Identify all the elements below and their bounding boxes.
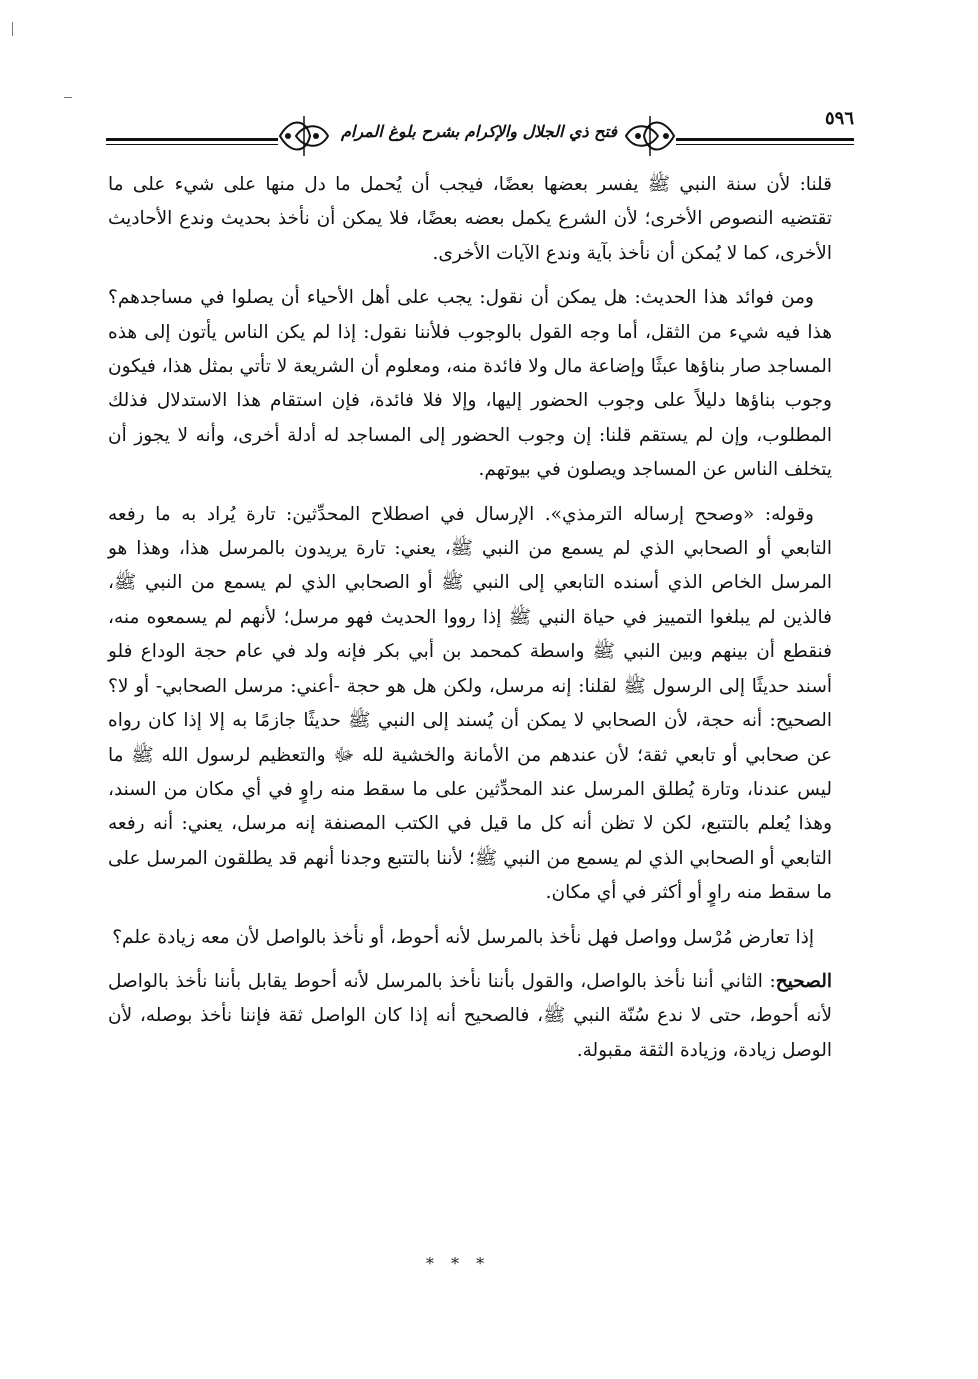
- paragraph-5: [108, 965, 832, 1068]
- scan-mark-left: [64, 97, 72, 98]
- paragraph-3: وقوله: «وصحح إرساله الترمذي». الإرسال في اصطلاح المحدِّثين: تارة يُراد به ما رفعه التابعي أو الصحابي الذي لم يسمع من النبي ﷺ، يعني: تارة يريدون بالمرسل هذا، وهذا هو المرسل الخاص الذي أسنده التابعي إلى النبي ﷺ أو الصحابي الذي لم يسمع من النبي ﷺ، فالذين لم يبلغوا التمييز في حياة النبي ﷺ إذا رووا الحديث فهو مرسل؛ لأنهم لم يسمعوه منه، فنقطع أن بينهم وبين النبي ﷺ واسطة كمحمد بن أبي بكر فإنه ولد في عام حجة الوداع فلو أسند حديثًا إلى الرسول ﷺ لقلنا: إنه مرسل، ولكن هل هو حجة -أعني: مرسل الصحابي- أو لا؟ الصحيح: أنه حجة، لأن الصحابي لا يمكن أن يُسند إلى النبي ﷺ حديثًا جازمًا به إلا إذا كان رواه عن صحابي أو تابعي ثقة؛ لأن عندهم من الأمانة والخشية لله ﷻ والتعظيم لرسول الله ﷺ ما ليس عندنا، وتارة يُطلق المرسل عند المحدِّثين على ما سقط منه راوٍ في أي مكان من السند، وهذا يُعلم بالتتبع، لكن لا تظن أنه كل ما قيل في الكتب المصنفة إنه مرسل، يعني: أنه رفعه التابعي أو الصحابي الذي لم يسمع من النبي ﷺ؛ لأننا بالتتبع وجدنا أنهم قد يطلقون المرسل على ما سقط منه راوٍ أو أكثر في أي مكان.: [108, 503, 832, 904]
- book-title: فتح ذي الجلال والإكرام بشرح بلوغ المرام: [341, 122, 617, 141]
- page-body: [108, 168, 832, 1078]
- page-header: [106, 108, 854, 160]
- ornament-right-icon: [622, 112, 678, 160]
- paragraph-5-text: : الثاني أننا نأخذ بالواصل، والقول بأننا نأخذ بالمرسل لأنه أحوط يقابل بأننا نأخذ بالواصل لأنه أحوط، حتى لا ندع سُنّة النبي ﷺ، فالصحيح أنه إذا كان الواصل ثقة فإننا نأخذ بوصله، لأن الوصل زيادة، وزيادة الثقة مقبولة.: [108, 970, 832, 1061]
- header-rule-left-thin: [106, 144, 278, 145]
- paragraph-2: ومن فوائد هذا الحديث: هل يمكن أن نقول: يجب على أهل الأحياء أن يصلوا في مساجدهم؟ هذا فيه شيء من الثقل، أما وجه القول بالوجوب فلأننا نقول: إذا لم يكن الناس يأتون إلى هذه المساجد صار بناؤها عبثًا وإضاعة مال ولا فائدة منه، ومعلوم أن الشريعة لا تأتي بمثل هذا، فيكون وجوب بناؤها دليلاً على وجوب الحضور إليها، وإلا فلا فائدة، فإن استقام هذا الاستدلال فذلك المطلوب، وإن لم يستقم قلنا: إن وجوب الحضور إلى المساجد له أدلة أخرى، وأنه لا يجوز أن يتخلف الناس عن المساجد ويصلون في بيوتهم.: [108, 287, 832, 481]
- section-end-marker: * * *: [425, 1254, 491, 1273]
- paragraph-1: قلنا: لأن سنة النبي ﷺ يفسر بعضها بعضًا، فيجب أن يُحمل ما دل منها على شيء على ما تقتضيه النصوص الأخرى؛ لأن الشرع يكمل بعضه بعضًا، فلا يمكن أن نأخذ بحديث وندع الأحاديث الأخرى، كما لا يُمكن أن نأخذ بآية وندع الآيات الأخرى.: [108, 174, 832, 264]
- scan-mark-top-left: [12, 22, 13, 36]
- header-rule-left: [106, 138, 278, 141]
- page-number: ٥٩٦: [824, 108, 854, 129]
- bold-lead-word: الصحيح: [775, 970, 832, 992]
- header-rule-right: [676, 138, 854, 141]
- header-rule-right-thin: [676, 144, 854, 145]
- paragraph-4: إذا تعارض مُرْسل وواصل فهل نأخذ بالمرسل لأنه أحوط، أو نأخذ بالواصل لأن معه زيادة علم؟: [112, 926, 814, 948]
- ornament-left-icon: [276, 112, 332, 160]
